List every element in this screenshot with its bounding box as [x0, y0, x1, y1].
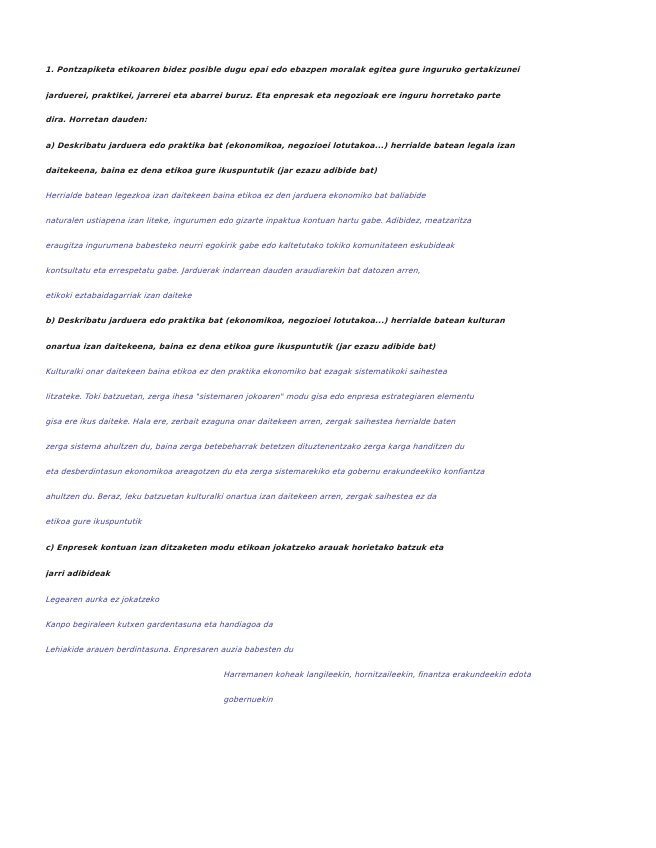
text-line: Legearen aurka ez jokatzeko: [45, 595, 161, 604]
text-line: jarduerei, praktikei, jarrerei eta abarrei buruz. Eta enpresak eta negozioak ere inguru horretako parte: [45, 91, 502, 100]
text-line: eta desberdintasun ekonomikoa areagotzen du eta zerga sistemarekiko eta gobernu erakundeekiko konfiantza: [45, 467, 486, 476]
text-line: eraugitza ingurumena babesteko neurri egokirik gabe edo kaltetutako tokiko komunitateen eskubideak: [45, 241, 456, 250]
text-line: Herrialde batean legezkoa izan daitekeen baina etikoa ez den jarduera ekonomiko bat baliabide: [45, 191, 427, 200]
text-line: etikoa gure ikuspuntutik: [45, 517, 143, 526]
text-line: daitekeena, baina ez dena etikoa gure ikuspuntutik (jar ezazu adibide bat): [45, 166, 379, 175]
text-line: a) Deskribatu jarduera edo praktika bat (ekonomikoa, negozioei lotutakoa...) herrialde batean legala izan: [45, 141, 516, 150]
text-line: Kanpo begiraleen kutxen gardentasuna eta handiagoa da: [45, 620, 274, 629]
text-line: naturalen ustiapena izan liteke, ingurumen edo gizarte inpaktua kontuan hartu gabe. Adibidez, meatzaritza: [45, 216, 473, 225]
text-line: onartua izan daitekeena, baina ez dena etikoa gure ikuspuntutik (jar ezazu adibide bat): [45, 342, 437, 351]
text-line: Lehiakide arauen berdintasuna. Enpresaren auzia babesten du: [45, 645, 295, 654]
text-line: 1. Pontzapiketa etikoaren bidez posible dugu epai edo ebazpen moralak egitea gure inguruko gertakizunei: [45, 65, 521, 74]
text-line: gisa ere ikus daiteke. Hala ere, zerbait ezaguna onar daitekeen arren, zergak saihestea herrialde baten: [45, 417, 457, 426]
text-line: gobernuekin: [223, 695, 274, 704]
text-line: b) Deskribatu jarduera edo praktika bat (ekonomikoa, negozioei lotutakoa...) herrialde batean kulturan: [45, 316, 506, 325]
text-line: kontsultatu eta errespetatu gabe. Jarduerak indarrean dauden araudiarekin bat datozen arren,: [45, 266, 422, 275]
text-line: dira. Horretan dauden:: [45, 115, 149, 124]
text-line: c) Enpresek kontuan izan ditzaketen modu etikoan jokatzeko arauak horietako batzuk eta: [45, 543, 445, 552]
text-line: litzateke. Toki batzuetan, zerga ihesa "sistemaren jokoaren" modu gisa edo enpresa estrategiaren elementu: [45, 392, 476, 401]
text-line: Kulturalki onar daitekeen baina etikoa ez den praktika ekonomiko bat ezagak sistematikoki saihestea: [45, 367, 449, 376]
text-line: ahultzen du. Beraz, leku batzuetan kulturalki onartua izan daitekeen arren, zergak saihestea ez da: [45, 492, 438, 501]
text-line: jarri adibideak: [45, 569, 112, 578]
text-line: Harremanen koheak langileekin, hornitzaileekin, finantza erakundeekin edota: [223, 670, 532, 679]
text-line: etikoki eztabaidagarriak izan daiteke: [45, 291, 193, 300]
text-line: zerga sistema ahultzen du, baina zerga betebeharrak betetzen dituztenentzako zerga karga handitzen du: [45, 442, 466, 451]
